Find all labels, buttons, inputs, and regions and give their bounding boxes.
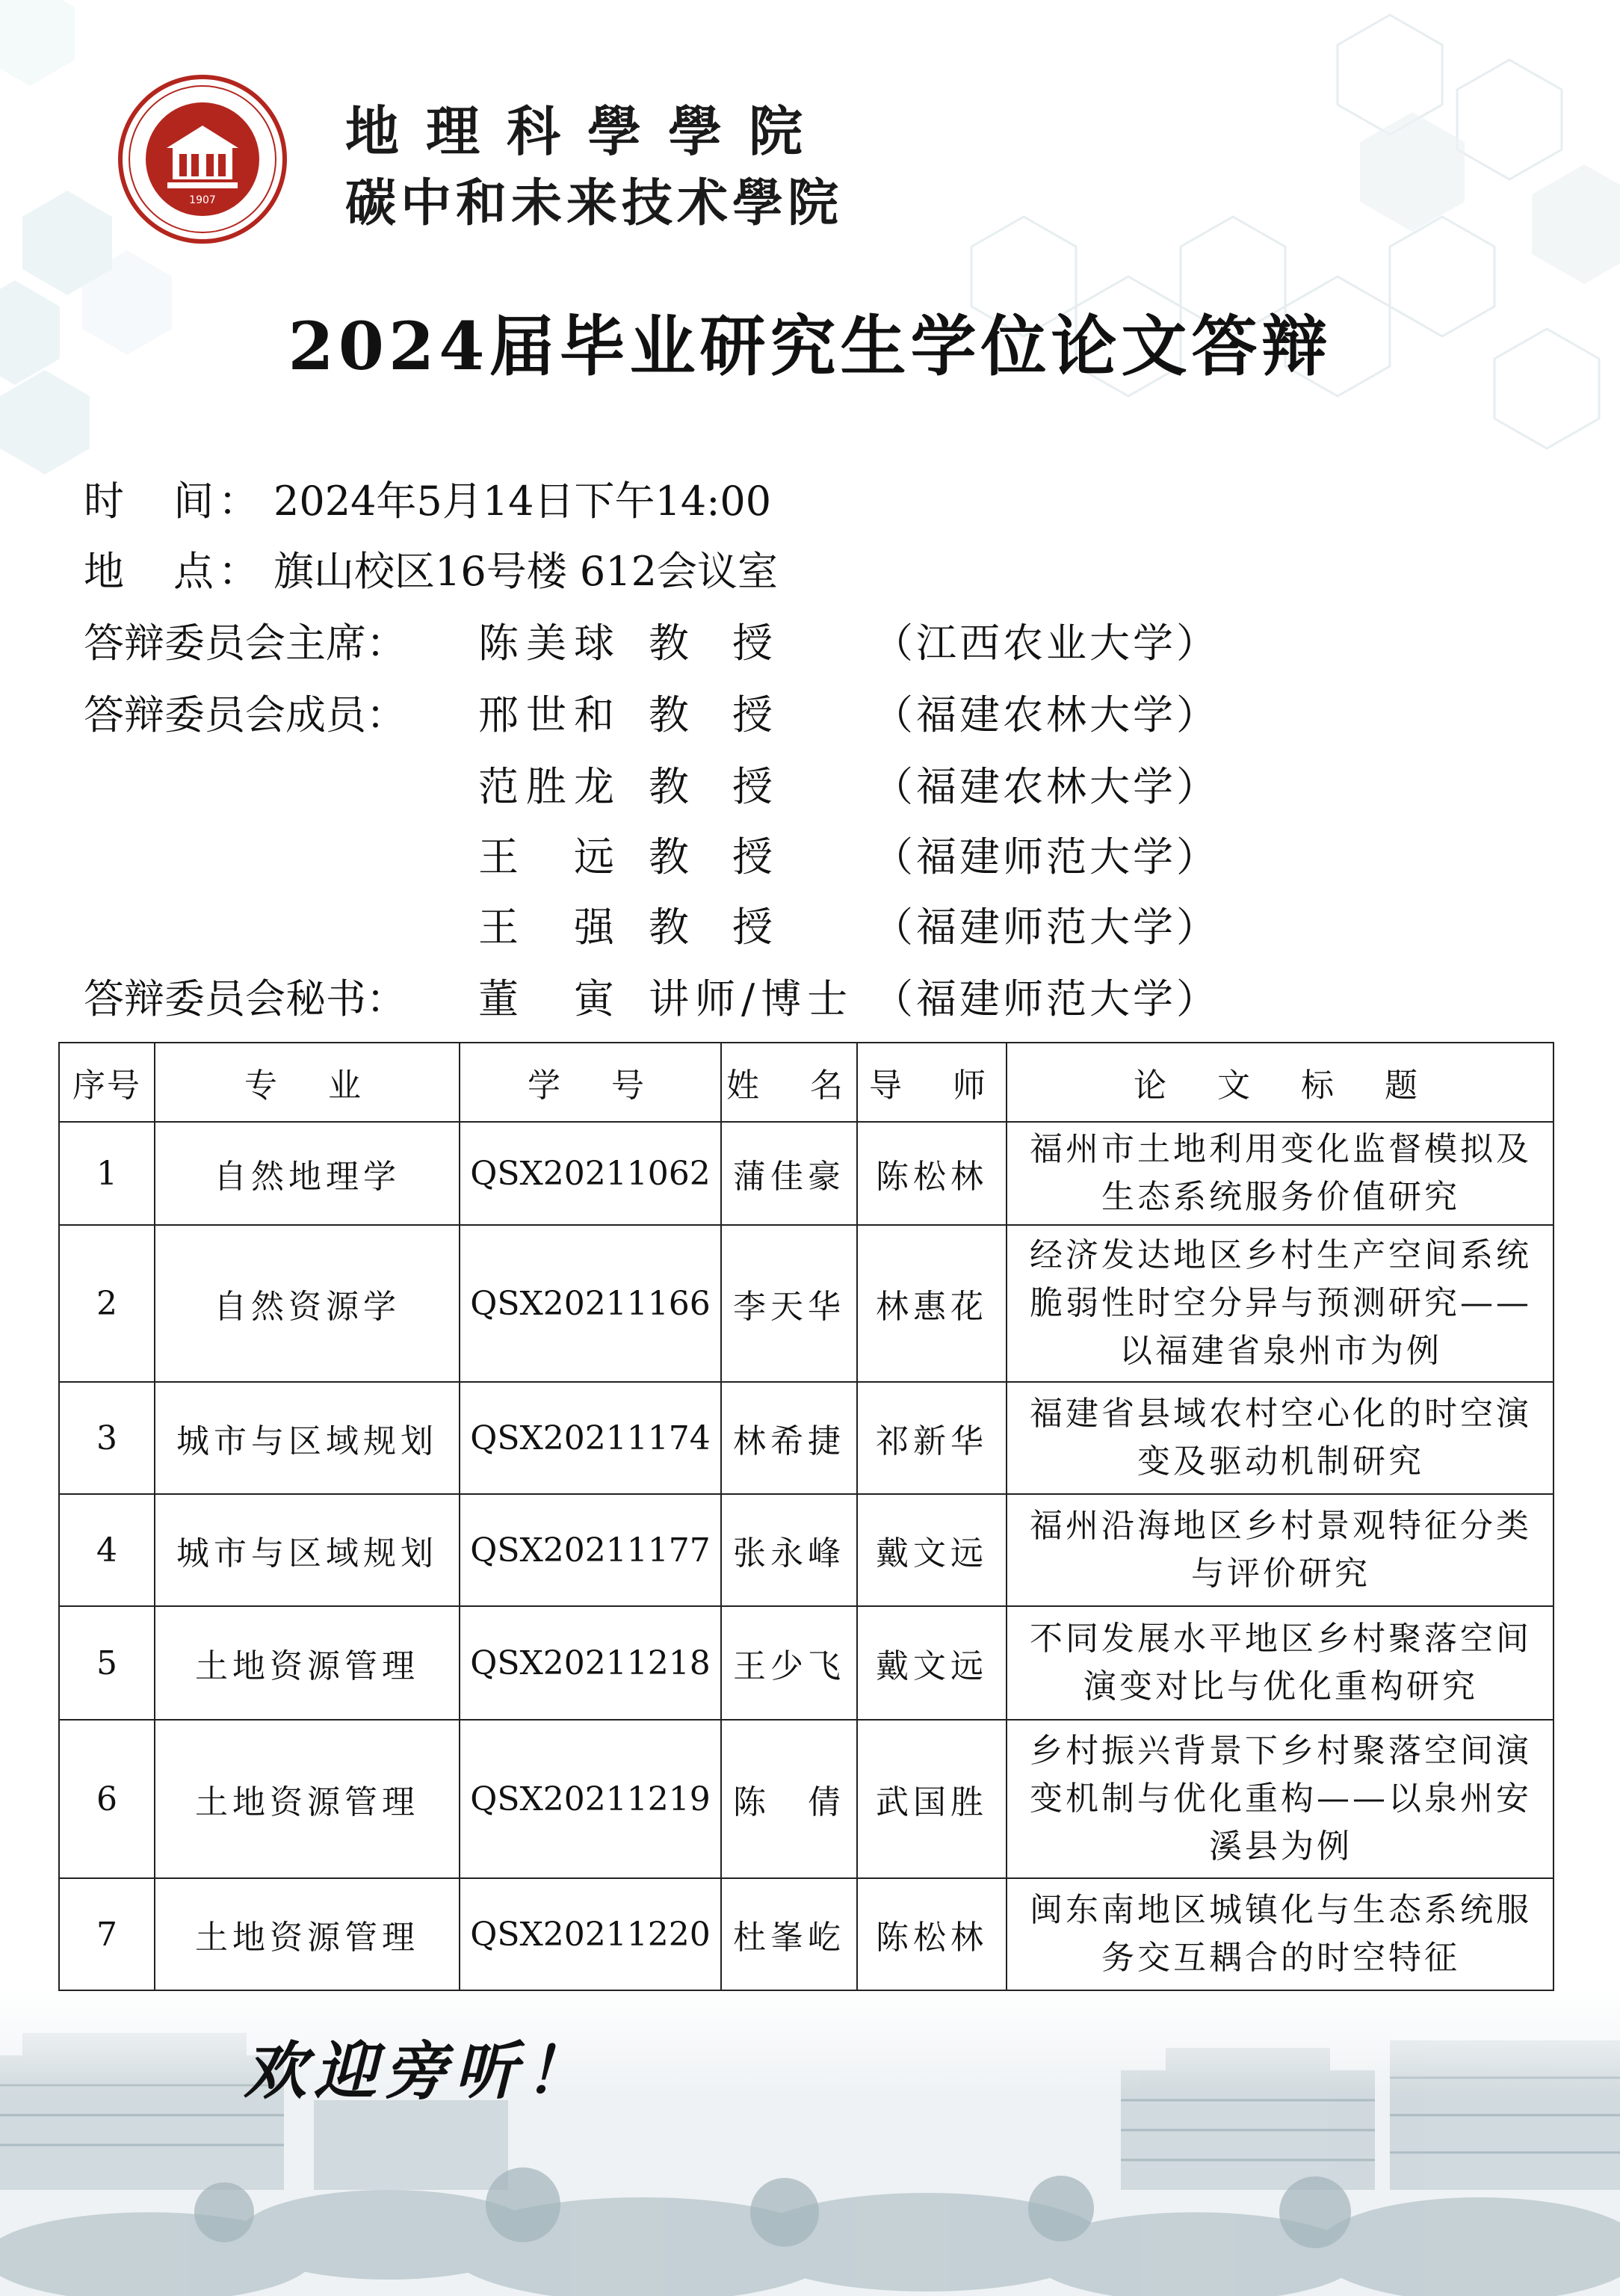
header-major: 专 业 — [155, 1043, 460, 1122]
row-name: 李天华 — [721, 1225, 857, 1382]
place-label: 地 点： — [84, 548, 263, 595]
row-major: 自然地理学 — [155, 1122, 460, 1225]
chair-label: 答辩委员会主席： — [84, 620, 406, 667]
row-no: 5 — [59, 1606, 155, 1720]
table-row — [59, 1878, 1553, 1990]
row-name: 王少飞 — [721, 1606, 857, 1720]
time-label: 时 间： — [84, 478, 263, 525]
row-no: 2 — [59, 1225, 155, 1382]
secretary-title: 讲师/博士 — [649, 975, 854, 1022]
row-no: 4 — [59, 1494, 155, 1606]
time-row — [84, 469, 771, 527]
school-name-line2: 碳中和未来技术學院 — [345, 174, 844, 233]
row-student-id: QSX20211062 — [460, 1122, 721, 1225]
row-thesis-title: 闽东南地区城镇化与生态系统服务交互耦合的时空特征 — [1007, 1878, 1553, 1990]
row-student-id: QSX20211219 — [460, 1720, 721, 1878]
row-advisor: 祁新华 — [857, 1382, 1007, 1494]
row-major: 城市与区域规划 — [155, 1494, 460, 1606]
row-major: 城市与区域规划 — [155, 1382, 460, 1494]
row-student-id: QSX20211174 — [460, 1382, 721, 1494]
time-value: 2024年5月14日下午14:00 — [273, 478, 772, 525]
row-major: 土地资源管理 — [155, 1720, 460, 1878]
row-name: 陈 倩 — [721, 1720, 857, 1878]
table-header-row — [59, 1043, 1553, 1122]
row-no: 3 — [59, 1382, 155, 1494]
place-row — [84, 540, 778, 597]
row-thesis-title: 福州市土地利用变化监督模拟及生态系统服务价值研究 — [1007, 1122, 1553, 1225]
member-org: （福建师范大学） — [873, 904, 1219, 951]
table-row — [59, 1122, 1553, 1225]
row-advisor: 武国胜 — [857, 1720, 1007, 1878]
defense-table — [58, 1042, 1554, 1991]
table-row — [59, 1720, 1553, 1878]
row-name: 蒲佳豪 — [721, 1122, 857, 1225]
row-advisor: 陈松林 — [857, 1878, 1007, 1990]
member-title: 教授 — [649, 691, 816, 738]
header-student-id: 学 号 — [460, 1043, 721, 1122]
table-row — [59, 1494, 1553, 1606]
table-row — [59, 1225, 1553, 1382]
chair-title: 教授 — [649, 620, 816, 667]
member-name: 王 远 — [478, 833, 622, 880]
member-name: 邢世和 — [478, 691, 622, 738]
row-student-id: QSX20211220 — [460, 1878, 721, 1990]
header-no: 序号 — [59, 1043, 155, 1122]
member-name: 王 强 — [478, 904, 622, 951]
row-major: 土地资源管理 — [155, 1606, 460, 1720]
school-name-line1: 地理科學學院 — [345, 100, 830, 163]
row-student-id: QSX20211177 — [460, 1494, 721, 1606]
place-value: 旗山校区16号楼 612会议室 — [273, 548, 778, 595]
row-name: 张永峰 — [721, 1494, 857, 1606]
member-org: （福建师范大学） — [873, 833, 1219, 880]
row-thesis-title: 福建省县域农村空心化的时空演变及驱动机制研究 — [1007, 1382, 1553, 1494]
member-name: 范胜龙 — [478, 763, 622, 810]
row-thesis-title: 不同发展水平地区乡村聚落空间演变对比与优化重构研究 — [1007, 1606, 1553, 1720]
row-no: 7 — [59, 1878, 155, 1990]
row-advisor: 陈松林 — [857, 1122, 1007, 1225]
page-title: 2024届毕业研究生学位论文答辩 — [288, 307, 1332, 385]
row-student-id: QSX20211218 — [460, 1606, 721, 1720]
row-thesis-title: 乡村振兴背景下乡村聚落空间演变机制与优化重构——以泉州安溪县为例 — [1007, 1720, 1553, 1878]
row-student-id: QSX20211166 — [460, 1225, 721, 1382]
secretary-org: （福建师范大学） — [873, 975, 1219, 1022]
chair-name: 陈美球 — [478, 620, 622, 667]
chair-org: （江西农业大学） — [873, 620, 1219, 667]
row-no: 6 — [59, 1720, 155, 1878]
row-major: 自然资源学 — [155, 1225, 460, 1382]
row-thesis-title: 经济发达地区乡村生产空间系统脆弱性时空分异与预测研究——以福建省泉州市为例 — [1007, 1225, 1553, 1382]
row-no: 1 — [59, 1122, 155, 1225]
welcome-text: 欢迎旁听！ — [244, 2034, 596, 2108]
university-seal-icon — [118, 75, 287, 244]
row-advisor: 戴文远 — [857, 1606, 1007, 1720]
row-name: 杜峯屹 — [721, 1878, 857, 1990]
row-advisor: 林惠花 — [857, 1225, 1007, 1382]
secretary-name: 董 寅 — [478, 975, 622, 1022]
member-title: 教授 — [649, 833, 816, 880]
logo-year: 1907 — [189, 194, 216, 206]
row-name: 林希捷 — [721, 1382, 857, 1494]
table-row — [59, 1382, 1553, 1494]
header-advisor: 导 师 — [857, 1043, 1007, 1122]
members-label: 答辩委员会成员： — [84, 691, 406, 738]
header-name: 姓 名 — [721, 1043, 857, 1122]
table-row — [59, 1606, 1553, 1720]
row-thesis-title: 福州沿海地区乡村景观特征分类与评价研究 — [1007, 1494, 1553, 1606]
row-advisor: 戴文远 — [857, 1494, 1007, 1606]
row-major: 土地资源管理 — [155, 1878, 460, 1990]
member-org: （福建农林大学） — [873, 691, 1219, 738]
member-title: 教授 — [649, 763, 816, 810]
secretary-label: 答辩委员会秘书： — [84, 975, 406, 1022]
member-org: （福建农林大学） — [873, 763, 1219, 810]
member-title: 教授 — [649, 904, 816, 951]
header-thesis-title: 论 文 标 题 — [1007, 1043, 1553, 1122]
